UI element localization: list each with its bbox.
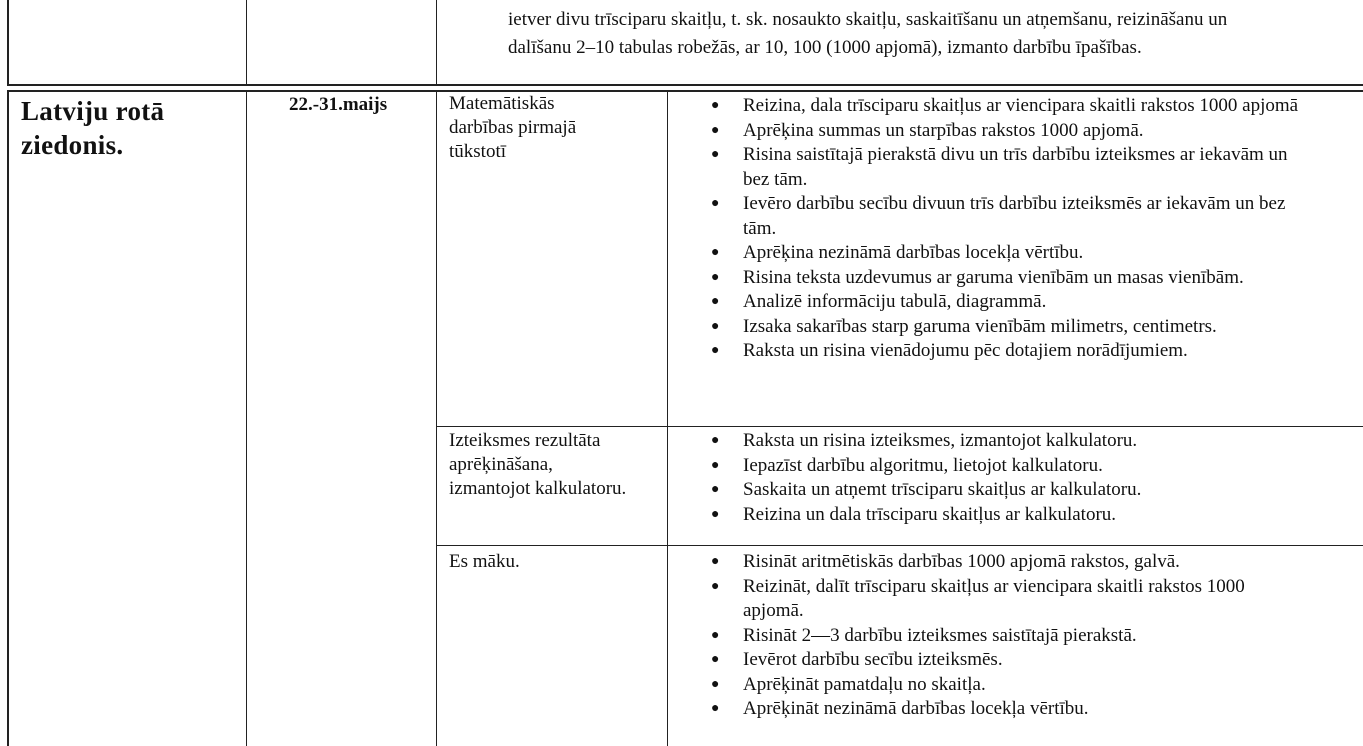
section-topic (449, 550, 674, 574)
theme-line: ziedonis. (21, 130, 124, 160)
bullet-icon: ● (711, 627, 720, 643)
bullet-icon: ● (711, 482, 720, 497)
bullet-icon: ● (711, 196, 720, 211)
column-divider (246, 0, 247, 84)
list-item: ● Risināt aritmētiskās darbības 1000 apjomā rakstos, galvā. (709, 550, 1363, 575)
bullet-icon: ● (711, 554, 720, 569)
text-line: dalīšanu 2–10 tabulas robežās, ar 10, 100 (1000 apjomā), izmanto darbību īpašības. (508, 37, 1142, 58)
theme-title (21, 94, 164, 162)
topic-line: Es māku. (449, 551, 520, 572)
list-item: ● Reizina, dala trīsciparu skaitļus ar viencipara skaitli rakstos 1000 apjomā (709, 94, 1363, 119)
bullet-icon: ● (711, 269, 720, 285)
bullet-icon: ● (711, 652, 720, 667)
list-item: ● Raksta un risina vienādojumu pēc dotajiem norādījumiem. (709, 339, 1363, 364)
topic-line: izmantojot kalkulatoru. (449, 478, 627, 499)
topic-line: Matemātiskās (449, 93, 555, 114)
bullet-icon: ● (711, 147, 720, 162)
bullet-icon: ● (711, 343, 720, 358)
list-item: ● Reizina un dala trīsciparu skaitļus ar kalkulatoru. (709, 503, 1363, 528)
list-item: ● Risināt 2—3 darbību izteiksmes saistītajā pierakstā. (709, 624, 1363, 649)
column-divider (246, 92, 247, 746)
bullet-icon: ● (711, 98, 720, 113)
list-item: ● Aprēķina nezināmā darbības locekļa vērtību. (709, 241, 1363, 266)
bullet-icon: ● (711, 457, 720, 473)
topic-line: aprēķināšana, (449, 454, 553, 475)
column-divider (436, 92, 437, 746)
bullet-icon: ● (711, 578, 720, 594)
outcomes-list (709, 94, 1363, 364)
outcomes-list (709, 429, 1363, 527)
bullet-icon: ● (711, 294, 720, 309)
bullet-icon: ● (711, 318, 720, 334)
section-divider (437, 426, 1363, 427)
column-divider (436, 0, 437, 84)
section-topic (449, 92, 674, 164)
list-item: ● Iepazīst darbību algoritmu, lietojot kalkulatoru. (709, 454, 1363, 479)
bullet-icon: ● (711, 245, 720, 260)
section-topic (449, 429, 674, 501)
bullet-icon: ● (711, 506, 720, 522)
column-divider (667, 546, 668, 746)
section-divider (437, 545, 1363, 546)
list-item: ● Ievērot darbību secību izteiksmēs. (709, 648, 1363, 673)
bullet-icon: ● (711, 433, 720, 448)
bullet-icon: ● (711, 122, 720, 138)
table-row-theme (7, 90, 1363, 746)
topic-line: tūkstotī (449, 141, 507, 162)
theme-line: Latviju rotā (21, 96, 165, 126)
list-item: ● Aprēķināt nezināmā darbības locekļa vērtību. (709, 697, 1363, 722)
previous-row-text (508, 6, 1363, 62)
list-item: ● Aprēķināt pamatdaļu no skaitļa. (709, 673, 1363, 698)
list-item: ● Aprēķina summas un starpības rakstos 1000 apjomā. (709, 119, 1363, 144)
topic-line: Izteiksmes rezultāta (449, 430, 601, 451)
bullet-icon: ● (711, 676, 720, 692)
outcomes-list (709, 550, 1363, 722)
bullet-icon: ● (711, 701, 720, 716)
list-item: ● Analizē informāciju tabulā, diagrammā. (709, 290, 1363, 315)
topic-line: darbības pirmajā (449, 117, 577, 138)
list-item: ● Izsaka sakarības starp garuma vienībām milimetrs, centimetrs. (709, 315, 1363, 340)
text-line: ietver divu trīsciparu skaitļu, t. sk. nosaukto skaitļu, saskaitīšanu un atņemšanu, reizināšanu un (508, 9, 1228, 30)
list-item: ● Risina teksta uzdevumus ar garuma vienībām un masas vienībām. (709, 266, 1363, 291)
list-item: ● Raksta un risina izteiksmes, izmantojot kalkulatoru. (709, 429, 1363, 454)
list-item: ● Reizināt, dalīt trīsciparu skaitļus ar viencipara skaitli rakstos 1000 apjomā. (711, 575, 1245, 621)
list-item: ● Ievēro darbību secību divuun trīs darbību izteiksmēs ar iekavām un bez tām. (711, 193, 1286, 239)
list-item: ● Saskaita un atņemt trīsciparu skaitļus ar kalkulatoru. (709, 478, 1363, 503)
date-range: 22.-31.maijs (289, 94, 388, 115)
list-item: ● Risina saistītajā pierakstā divu un trīs darbību izteiksmes ar iekavām un bez tām. (711, 144, 1288, 190)
